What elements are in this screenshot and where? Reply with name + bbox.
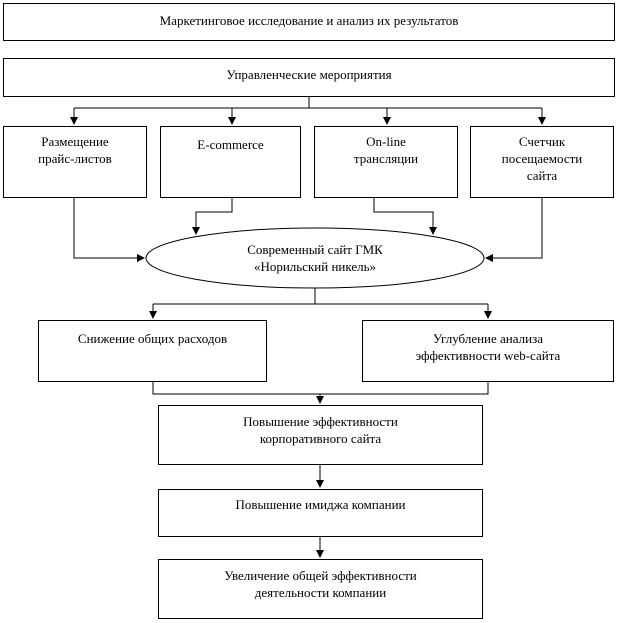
arrow-online-to-site — [374, 198, 433, 234]
arrow-counter-to-site — [486, 198, 542, 258]
connector-merge-bus — [153, 382, 488, 394]
ecommerce-label: E-commerce — [197, 137, 264, 152]
arrow-price-lists-to-site — [74, 198, 144, 258]
site-label: Современный сайт ГМК «Норильский никель» — [247, 242, 383, 274]
online-label: On-line трансляции — [353, 134, 419, 166]
management-box — [3, 58, 615, 97]
management-label: Управленческие мероприятия — [226, 67, 392, 82]
ecommerce-box — [160, 126, 301, 198]
research-label: Маркетинговое исследование и анализ их результатов — [159, 13, 459, 28]
efficiency-label: Повышение эффективности корпоративного сайта — [243, 414, 398, 446]
price-lists-label: Размещение прайс-листов — [38, 134, 112, 166]
online-box — [314, 126, 458, 198]
overall-label: Увеличение общей эффективности деятельности компании — [224, 568, 417, 600]
price-lists-box — [3, 126, 147, 198]
counter-box — [470, 126, 614, 198]
arrow-ecommerce-to-site — [196, 198, 232, 234]
analysis-box — [362, 320, 614, 382]
image-box — [158, 489, 483, 537]
analysis-label: Углубление анализа эффективности web-сайта — [415, 331, 561, 363]
cost-reduction-box — [38, 320, 267, 382]
efficiency-box — [158, 405, 483, 465]
cost-reduction-label: Снижение общих расходов — [77, 331, 228, 346]
image-label: Повышение имиджа компании — [235, 497, 406, 512]
research-box — [3, 3, 615, 41]
counter-label: Счетчик посещаемости сайта — [501, 134, 583, 183]
overall-box — [158, 559, 483, 619]
